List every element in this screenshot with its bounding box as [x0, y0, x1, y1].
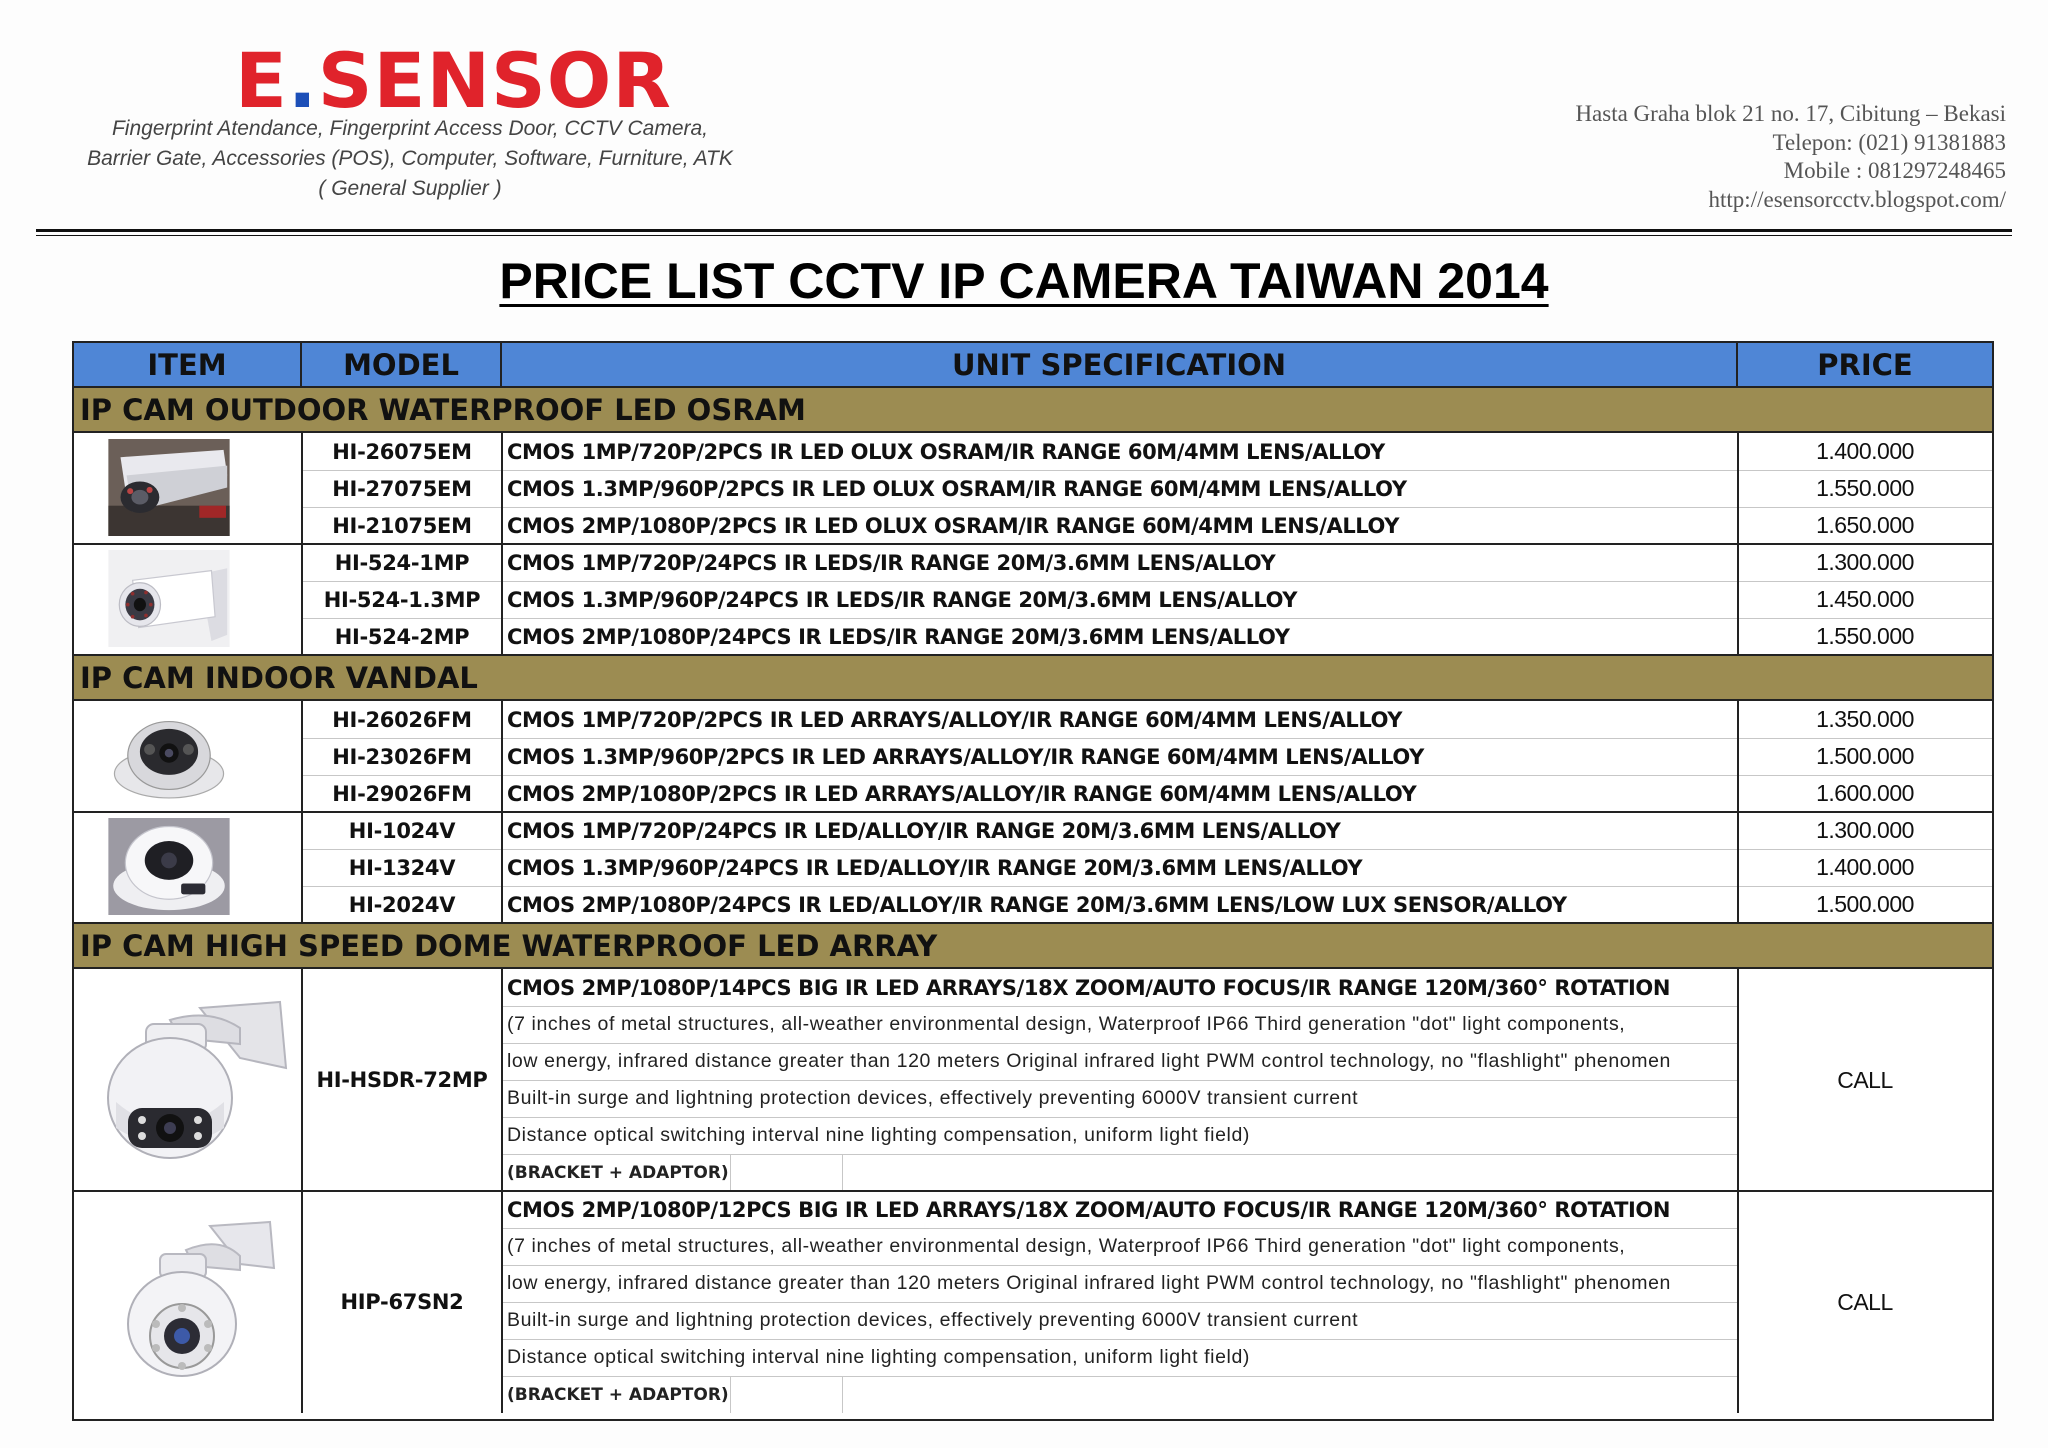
- model-cell: HI-524-1MP: [334, 550, 470, 575]
- spec-cell: CMOS 2MP/1080P/2PCS IR LED ARRAYS/ALLOY/IR RANGE 60M/4MM LENS/ALLOY: [507, 781, 1417, 806]
- page-title-text: PRICE LIST CCTV IP CAMERA TAIWAN 2014: [499, 253, 1549, 309]
- column-divider: [1737, 433, 1739, 655]
- column-header-price: PRICE: [1738, 343, 1992, 387]
- header-divider-thin: [36, 235, 2012, 236]
- cell-divider: [730, 1376, 731, 1413]
- price-cell: 1.550.000: [1816, 623, 1914, 649]
- spec-cell: CMOS 1MP/720P/24PCS IR LEDS/IR RANGE 20M/3.6MM LENS/ALLOY: [507, 550, 1276, 575]
- tagline-line-3: ( General Supplier ): [318, 177, 502, 200]
- spec-note-line: (7 inches of metal structures, all-weather environmental design, Waterproof IP66 Third generation "dot" light components,: [507, 1235, 1626, 1257]
- column-divider: [501, 969, 503, 1413]
- price-cell: 1.500.000: [1816, 743, 1914, 769]
- page-title: [0, 252, 2048, 310]
- spec-note-line: low energy, infrared distance greater than 120 meters Original infrared light PWM control technology, no "flashlight" phenomen: [507, 1050, 1671, 1072]
- company-tagline: [70, 114, 750, 204]
- spec-cell: CMOS 1MP/720P/24PCS IR LED/ALLOY/IR RANGE 20M/3.6MM LENS/ALLOY: [507, 818, 1341, 843]
- spec-cell: CMOS 1.3MP/960P/2PCS IR LED OLUX OSRAM/IR RANGE 60M/4MM LENS/ALLOY: [507, 476, 1407, 501]
- spec-cell: CMOS 2MP/1080P/24PCS IR LEDS/IR RANGE 20M/3.6MM LENS/ALLOY: [507, 624, 1290, 649]
- header-divider: [36, 229, 2012, 232]
- spec-note-line: Built-in surge and lightning protection devices, effectively preventing 6000V transient current: [507, 1087, 1359, 1109]
- price-cell: 1.450.000: [1816, 586, 1914, 612]
- column-header-item: ITEM: [74, 343, 302, 387]
- section-header: IP CAM HIGH SPEED DOME WATERPROOF LED ARRAY: [74, 922, 1992, 969]
- price-cell: 1.500.000: [1816, 891, 1914, 917]
- bullet-camera-housing-icon: [84, 439, 254, 536]
- price-cell: 1.400.000: [1816, 854, 1914, 880]
- tagline-line-1: Fingerprint Atendance, Fingerprint Access Door, CCTV Camera,: [111, 117, 709, 140]
- section-header: IP CAM OUTDOOR WATERPROOF LED OSRAM: [74, 386, 1992, 433]
- website-link[interactable]: http://esensorcctv.blogspot.com/: [1708, 186, 2006, 212]
- telephone: Telepon: (021) 91381883: [1772, 129, 2006, 155]
- company-logo: E.SENSOR: [235, 36, 672, 125]
- mobile: Mobile : 081297248465: [1783, 158, 2006, 183]
- price-cell: 1.400.000: [1816, 438, 1914, 464]
- address: Hasta Graha blok 21 no. 17, Cibitung – Bekasi: [1575, 101, 2006, 126]
- model-cell: HI-1024V: [348, 818, 456, 843]
- model-cell: HIP-67SN2: [340, 1290, 464, 1314]
- column-divider: [1737, 701, 1739, 923]
- column-divider: [1737, 969, 1739, 1413]
- price-cell: 1.550.000: [1816, 475, 1914, 501]
- spec-cell: CMOS 1.3MP/960P/24PCS IR LEDS/IR RANGE 20M/3.6MM LENS/ALLOY: [507, 587, 1298, 612]
- spec-cell: CMOS 1.3MP/960P/24PCS IR LED/ALLOY/IR RANGE 20M/3.6MM LENS/ALLOY: [507, 855, 1363, 880]
- column-divider: [301, 969, 303, 1413]
- price-cell: CALL: [1837, 1288, 1893, 1315]
- cell-divider: [842, 1376, 843, 1413]
- spec-cell: CMOS 1MP/720P/2PCS IR LED OLUX OSRAM/IR RANGE 60M/4MM LENS/ALLOY: [507, 439, 1385, 464]
- section-header: IP CAM INDOOR VANDAL: [74, 654, 1992, 701]
- contact-block: [1575, 100, 2006, 214]
- spec-note-line: (BRACKET + ADAPTOR): [507, 1162, 729, 1183]
- spec-note-line: low energy, infrared distance greater than 120 meters Original infrared light PWM control technology, no "flashlight" phenomen: [507, 1272, 1671, 1294]
- price-cell: 1.300.000: [1816, 817, 1914, 843]
- column-divider: [301, 433, 303, 655]
- spec-note-line: Distance optical switching interval nine lighting compensation, uniform light field): [507, 1346, 1251, 1368]
- model-cell: HI-524-2MP: [334, 624, 470, 649]
- dome-camera-white-icon: [84, 818, 254, 915]
- cell-divider: [842, 1154, 843, 1191]
- column-header-spec: UNIT SPECIFICATION: [502, 343, 1738, 387]
- spec-cell: CMOS 2MP/1080P/2PCS IR LED OLUX OSRAM/IR RANGE 60M/4MM LENS/ALLOY: [507, 513, 1400, 538]
- column-divider: [301, 701, 303, 923]
- spec-cell: CMOS 2MP/1080P/24PCS IR LED/ALLOY/IR RANGE 20M/3.6MM LENS/LOW LUX SENSOR/ALLOY: [507, 892, 1567, 917]
- tagline-line-2: Barrier Gate, Accessories (POS), Computer, Software, Furniture, ATK: [87, 147, 733, 170]
- column-header-model: MODEL: [302, 343, 502, 387]
- model-cell: HI-27075EM: [332, 476, 472, 501]
- price-cell: 1.600.000: [1816, 780, 1914, 806]
- spec-note-line: Built-in surge and lightning protection devices, effectively preventing 6000V transient current: [507, 1309, 1359, 1331]
- column-divider: [501, 701, 503, 923]
- price-cell: 1.300.000: [1816, 549, 1914, 575]
- speed-dome-camera-wall-bracket-icon: [90, 979, 290, 1177]
- spec-cell: CMOS 2MP/1080P/12PCS BIG IR LED ARRAYS/18X ZOOM/AUTO FOCUS/IR RANGE 120M/360° ROTATION: [507, 1197, 1671, 1222]
- spec-cell: CMOS 2MP/1080P/14PCS BIG IR LED ARRAYS/18X ZOOM/AUTO FOCUS/IR RANGE 120M/360° ROTATION: [507, 975, 1671, 1000]
- price-cell: 1.650.000: [1816, 512, 1914, 538]
- model-cell: HI-26075EM: [332, 439, 472, 464]
- spec-note-line: (BRACKET + ADAPTOR): [507, 1384, 729, 1405]
- price-cell: 1.350.000: [1816, 706, 1914, 732]
- column-divider: [501, 433, 503, 655]
- speed-dome-camera-arm-mount-icon: [90, 1201, 290, 1399]
- model-cell: HI-21075EM: [332, 513, 472, 538]
- model-cell: HI-1324V: [348, 855, 456, 880]
- model-cell: HI-524-1.3MP: [323, 587, 481, 612]
- company-header: [0, 0, 2048, 240]
- price-table: [72, 341, 1994, 1421]
- spec-cell: CMOS 1MP/720P/2PCS IR LED ARRAYS/ALLOY/IR RANGE 60M/4MM LENS/ALLOY: [507, 707, 1403, 732]
- spec-cell: CMOS 1.3MP/960P/2PCS IR LED ARRAYS/ALLOY/IR RANGE 60M/4MM LENS/ALLOY: [507, 744, 1424, 769]
- spec-note-line: (7 inches of metal structures, all-weather environmental design, Waterproof IP66 Third generation "dot" light components,: [507, 1013, 1626, 1035]
- price-cell: CALL: [1837, 1066, 1893, 1093]
- dome-camera-ir-array-icon: [84, 707, 254, 804]
- model-cell: HI-23026FM: [332, 744, 472, 769]
- model-cell: HI-29026FM: [332, 781, 472, 806]
- bullet-camera-white-icon: [84, 550, 254, 647]
- model-cell: HI-26026FM: [332, 707, 472, 732]
- model-cell: HI-HSDR-72MP: [316, 1068, 488, 1092]
- model-cell: HI-2024V: [348, 892, 456, 917]
- spec-note-line: Distance optical switching interval nine lighting compensation, uniform light field): [507, 1124, 1251, 1146]
- cell-divider: [730, 1154, 731, 1191]
